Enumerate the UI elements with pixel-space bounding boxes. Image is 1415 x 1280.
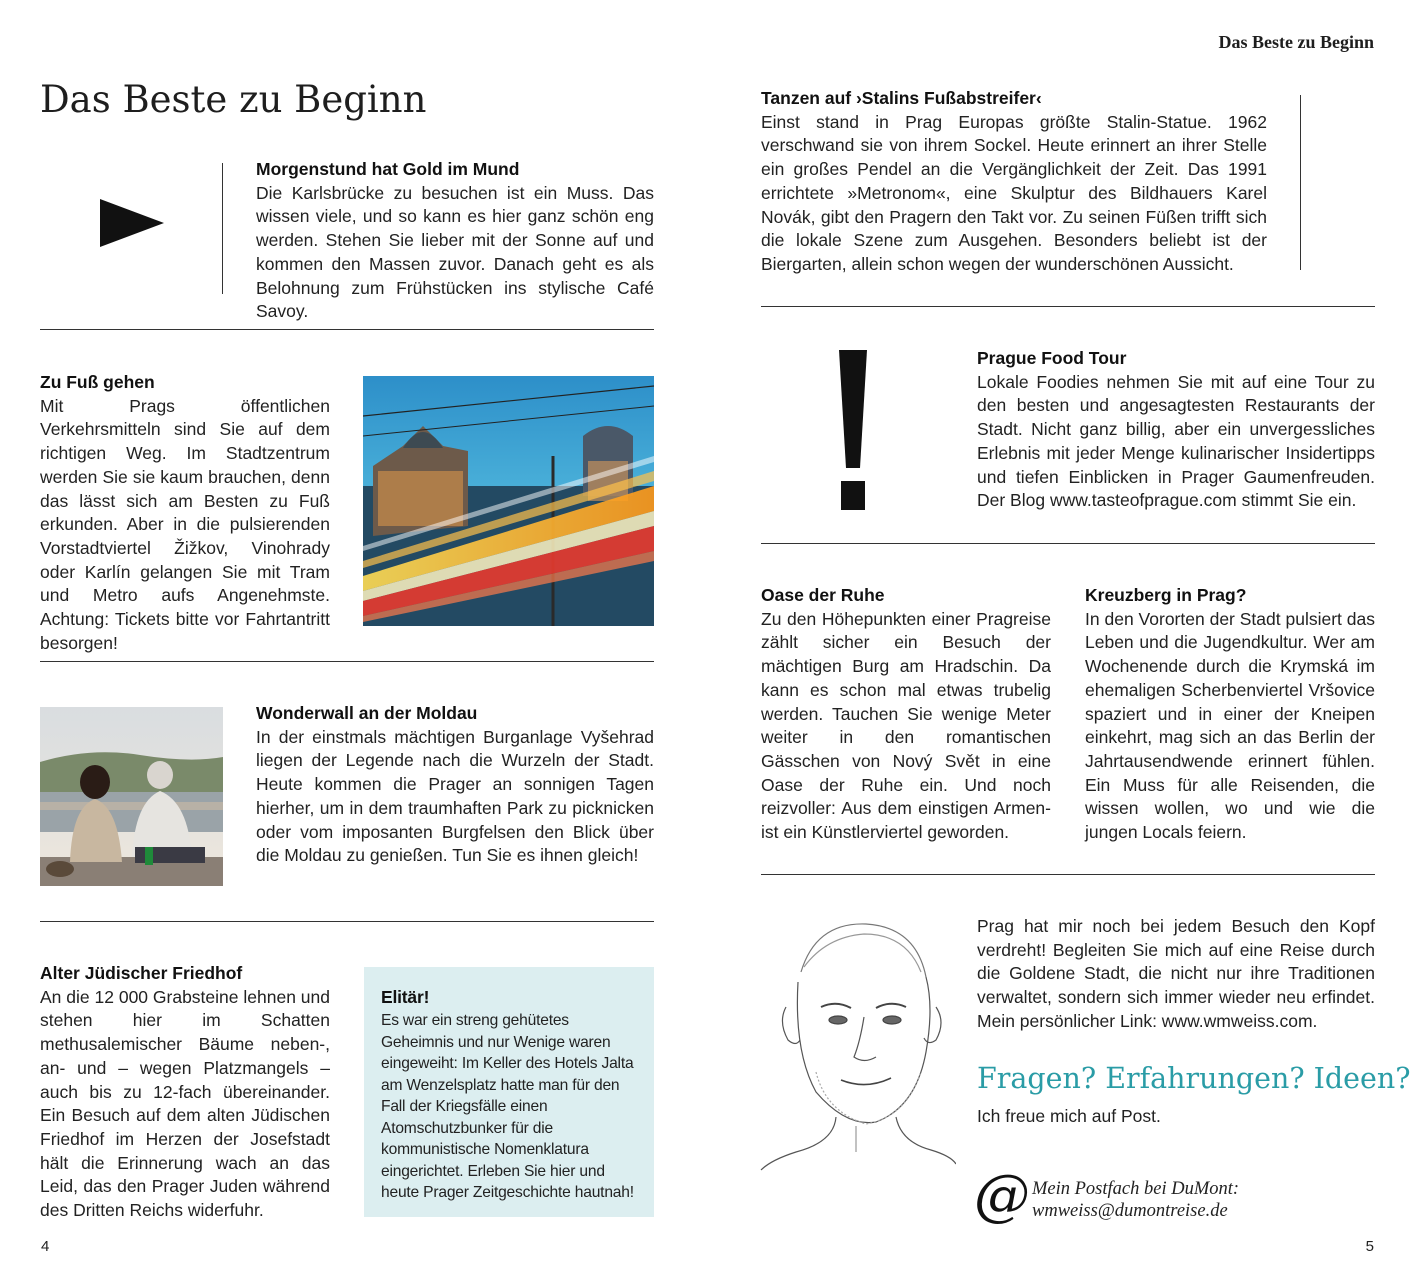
section-food-tour — [977, 347, 1375, 513]
couple-photo — [40, 707, 223, 886]
section-heading: Kreuzberg in Prag? — [1085, 585, 1247, 605]
section-heading: Morgenstund hat Gold im Mund — [256, 159, 520, 179]
section-wonderwall — [256, 702, 654, 868]
divider — [40, 329, 654, 330]
vertical-divider — [222, 163, 223, 294]
section-kreuzberg — [1085, 584, 1375, 845]
section-heading: Wonderwall an der Moldau — [256, 703, 478, 723]
section-text: In der einstmals mächtigen Burganlage Vyšehrad liegen der Legende nach die Wurzeln der Stadt. Heute kommen die Prager an sonnigen Tagen hierher, um in dem traumhaften Park zu picknicken oder vom imposanten Burgfelsen den Blick über die Moldau zu genießen. Tun Sie es ihnen gleich! — [256, 726, 654, 866]
section-text: Mit Prags öffentlichen Verkehrsmitteln sind Sie auf dem richtigen Weg. Im Stadtzentrum werden Sie sie kaum brauchen, denn das lässt sich am Besten zu Fuß erkunden. Aber in die pulsierenden Vorstadtviertel Žižkov, Vinohrady oder Karlín gelangen Sie mit Tram und Metro aufs Angenehmste. Achtung: Tickets bitte vor Fahrtantritt besorgen! — [40, 395, 330, 653]
postbox-block — [1032, 1178, 1239, 1222]
author-intro: Prag hat mir noch bei jedem Besuch den Kopf verdreht! Begleiten Sie mich auf eine Reise durch die Goldene Stadt, die nicht nur ihre Traditionen verwaltet, sondern sich immer wieder neu erfindet. Mein persönlicher Link: www.wmweiss.com. — [977, 916, 1375, 1031]
vertical-divider — [1300, 95, 1301, 270]
at-icon: @ — [974, 1163, 1030, 1228]
author-portrait — [756, 912, 956, 1172]
arrow-icon — [100, 199, 164, 254]
tip-box — [364, 967, 654, 1217]
divider — [761, 306, 1375, 307]
section-text: In den Vororten der Stadt pulsiert das Leben und die Jugendkultur. Wer am Wochenende durch die Krymská im ehemaligen Scherbenviertel Vršovice spaziert und in einer der Kneipen einkehrt, mag sich an das Berlin der Jahrtausendwende erinnert fühlen. Ein Muss für alle Reisenden, die wissen wollen, wo und wie die jungen Locals feiern. — [1085, 608, 1375, 843]
author-email-link[interactable]: wmweiss@dumontreise.de — [1032, 1201, 1228, 1221]
section-zu-fuss — [40, 371, 330, 655]
section-text: Die Karlsbrücke zu besuchen ist ein Muss. Das wissen viele, und so kann es hier ganz schön eng werden. Stehen Sie lieber mit der Sonne auf und kommen den Massen zuvor. Danach geht es als Belohnung zum Frühstücken ins stylische Café Savoy. — [256, 182, 654, 322]
divider — [40, 921, 654, 922]
divider — [761, 874, 1375, 875]
section-heading: Alter Jüdischer Friedhof — [40, 963, 243, 983]
tip-box-text: Es war ein streng gehütetes Geheimnis und nur Wenige waren eingeweiht: Im Keller des Hotels Jalta am Wenzelsplatz hatte man für den Fall der Kriegsfälle einen Atomschutzbunker für die kommunistische Nomenklatura eingerichtet. Erleben Sie hier und heute Prager Zeitgeschichte hautnah! — [381, 1012, 634, 1201]
section-heading: Prague Food Tour — [977, 348, 1127, 368]
section-morgenstund — [256, 158, 654, 324]
section-oase — [761, 584, 1051, 845]
section-heading: Zu Fuß gehen — [40, 372, 155, 392]
section-text: Zu den Höhepunkten einer Pragreise zählt sicher ein Besuch der mächtigen Burg am Hradschin. Da kann es schon mal etwas trubelig werden. Tauchen Sie wenige Meter weiter in den romantischen Gässchen von Nový Svět in eine Oase der Ruhe ein. Und noch reizvoller: Aus dem einstigen Armen- ist ein Künstlerviertel geworden. — [761, 608, 1051, 843]
running-head: Das Beste zu Beginn — [1218, 32, 1374, 52]
divider — [761, 543, 1375, 544]
section-friedhof — [40, 962, 330, 1223]
section-stalin — [761, 87, 1267, 277]
contact-subline: Ich freue mich auf Post. — [977, 1106, 1161, 1126]
divider — [40, 661, 654, 662]
section-text: Lokale Foodies nehmen Sie mit auf eine Tour zu den besten und angesagtesten Restaurants der Stadt. Nicht ganz billig, aber ein unvergessliches Erlebnis mit jeder Menge kulinarischer Insidertipps und tiefen Einblicken in Prager Gaumenfreuden. Der Blog www.tasteofprague.com stimmt Sie ein. — [977, 371, 1375, 511]
page-number-right: 5 — [1365, 1238, 1374, 1255]
section-heading: Oase der Ruhe — [761, 585, 885, 605]
contact-headline: Fragen? Erfahrungen? Ideen? — [977, 1062, 1411, 1095]
page-number-left: 4 — [41, 1238, 50, 1255]
tip-box-content — [381, 985, 638, 1204]
section-heading: Tanzen auf ›Stalins Fußabstreifer‹ — [761, 88, 1042, 108]
postbox-label: Mein Postfach bei DuMont: — [1032, 1179, 1240, 1199]
section-text: Einst stand in Prag Europas größte Stalin-Statue. 1962 verschwand sie von ihrem Sockel. Heute erinnert an ihrer Stelle ein großes Pendel an die Vergänglichkeit der Zeit. Das 1991 errichtete »Metronom«, eine Skulptur des Bildhauers Karel Novák, gibt den Pragern den Takt vor. Zu seinen Füßen trifft sich die lokale Szene zum Ausgehen. Besonders beliebt ist der Biergarten, allein schon wegen der wunderschönen Aussicht. — [761, 111, 1267, 274]
page-title: Das Beste zu Beginn — [40, 78, 427, 121]
tip-box-heading: Elitär! — [381, 987, 430, 1007]
exclamation-icon — [838, 350, 868, 515]
tram-photo — [363, 376, 654, 626]
section-text: An die 12 000 Grabsteine lehnen und stehen hier im Schatten methusalemischer Bäume neben-, an- und – wegen Platzmangels – auch bis zu 12-fach übereinander. Ein Besuch auf dem alten Jüdischen Friedhof im Herzen der Josefstadt hält die Erinnerung wach an das Leid, das den Prager Juden während des Dritten Reichs widerfuhr. — [40, 986, 330, 1221]
